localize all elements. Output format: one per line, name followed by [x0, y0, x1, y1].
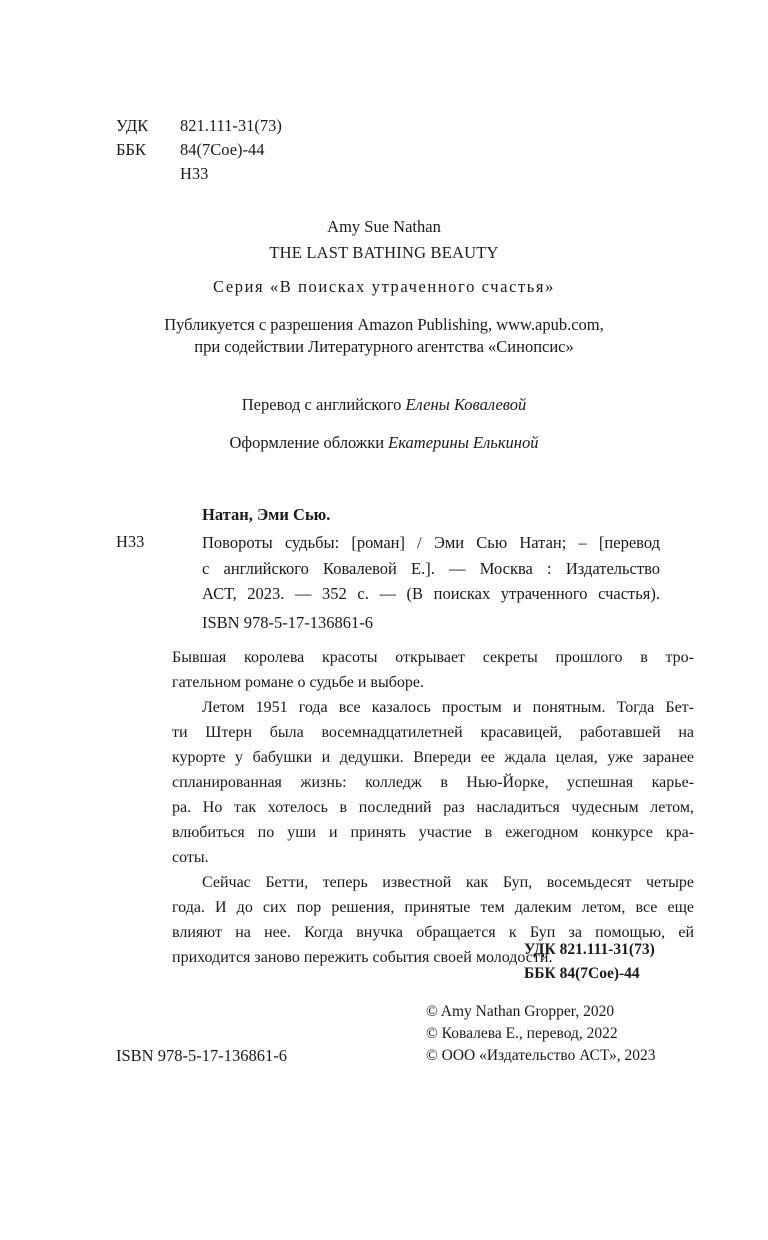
annotation-line: влияют на нее. Когда внучка обращается к Буп за помощью, ей — [172, 924, 694, 941]
annotation-line: ти Штерн была восемнадцатилетней красавицей, работавшей на — [172, 724, 694, 741]
catalog-desc-line-3: АСТ, 2023. — 352 с. — (В поисках утраченного счастья). — [202, 584, 660, 603]
udk-label: УДК — [116, 116, 149, 135]
annotation-line: спланированная жизнь: колледж в Нью-Йорке, успешная карье- — [172, 774, 694, 791]
copyright-block — [426, 1001, 656, 1067]
udk-value: 821.111-31(73) — [180, 116, 282, 135]
series-line: Серия «В поисках утраченного счастья» — [213, 277, 555, 296]
catalog-desc-line-2: с английского Ковалевой Е.]. — Москва : Издательство — [202, 558, 660, 578]
rights-line-2: при содействии Литературного агентства «Синопсис» — [194, 337, 574, 356]
catalog-description — [202, 530, 660, 607]
original-author: Amy Sue Nathan — [327, 217, 441, 236]
bbk-label: ББК — [116, 140, 146, 159]
catalog-isbn: ISBN 978-5-17-136861-6 — [202, 613, 373, 632]
annotation-line: влюбиться по уши и принять участие в ежегодном конкурсе кра- — [172, 824, 694, 841]
rights-block — [0, 314, 768, 358]
original-title: THE LAST BATHING BEAUTY — [269, 243, 499, 262]
footer-bbk: ББК 84(7Сое)-44 — [524, 965, 640, 982]
annotation-line: Бывшая королева красоты открывает секреты прошлого в тро- — [172, 649, 694, 666]
bbk-value: 84(7Сое)-44 — [180, 140, 265, 159]
author-mark: Н33 — [180, 164, 209, 183]
annotation-line: ра. Но так хотелось в последний раз насладиться чудесным летом, — [172, 799, 694, 816]
cover-credit — [0, 432, 768, 454]
catalog-desc-line-1: Повороты судьбы: [роман] / Эми Сью Натан; – [перевод — [202, 533, 660, 552]
copyright-author: © Amy Nathan Gropper, 2020 — [426, 1003, 615, 1020]
cover-designer-name: Екатерины Елькиной — [388, 433, 539, 452]
annotation-line: гательном романе о судьбе и выборе. — [172, 674, 424, 691]
cover-label: Оформление обложки — [229, 433, 385, 452]
copyright-publisher: © ООО «Издательство АСТ», 2023 — [426, 1047, 656, 1064]
rights-line-1: Публикуется с разрешения Amazon Publishing, www.apub.com, — [164, 315, 604, 334]
annotation-line: приходится заново пережить события своей молодости. — [172, 949, 553, 966]
footer-udk: УДК 821.111-31(73) — [524, 941, 655, 958]
annotation — [172, 645, 694, 970]
annotation-line: курорте у бабушки и дедушки. Впереди ее ждала целая, уже заранее — [172, 749, 694, 766]
annotation-line: Сейчас Бетти, теперь известной как Буп, восемьдесят четыре — [202, 874, 694, 891]
annotation-line: года. И до сих пор решения, принятые тем далеким летом, все еще — [172, 899, 694, 916]
copyright-translator: © Ковалева Е., перевод, 2022 — [426, 1025, 618, 1042]
annotation-line: соты. — [172, 849, 209, 866]
isbn-bottom: ISBN 978-5-17-136861-6 — [116, 1046, 287, 1065]
translation-label: Перевод с английского — [241, 395, 402, 414]
catalog-mark: Н33 — [116, 532, 145, 551]
catalog-heading: Натан, Эми Сью. — [202, 505, 331, 524]
translator-name: Елены Ковалевой — [405, 395, 527, 414]
original-edition — [0, 214, 768, 266]
translation-credit — [0, 394, 768, 416]
footer-codes — [524, 938, 655, 986]
classification-block — [116, 114, 282, 186]
annotation-line: Летом 1951 года все казалось простым и понятным. Тогда Бет- — [202, 699, 694, 716]
